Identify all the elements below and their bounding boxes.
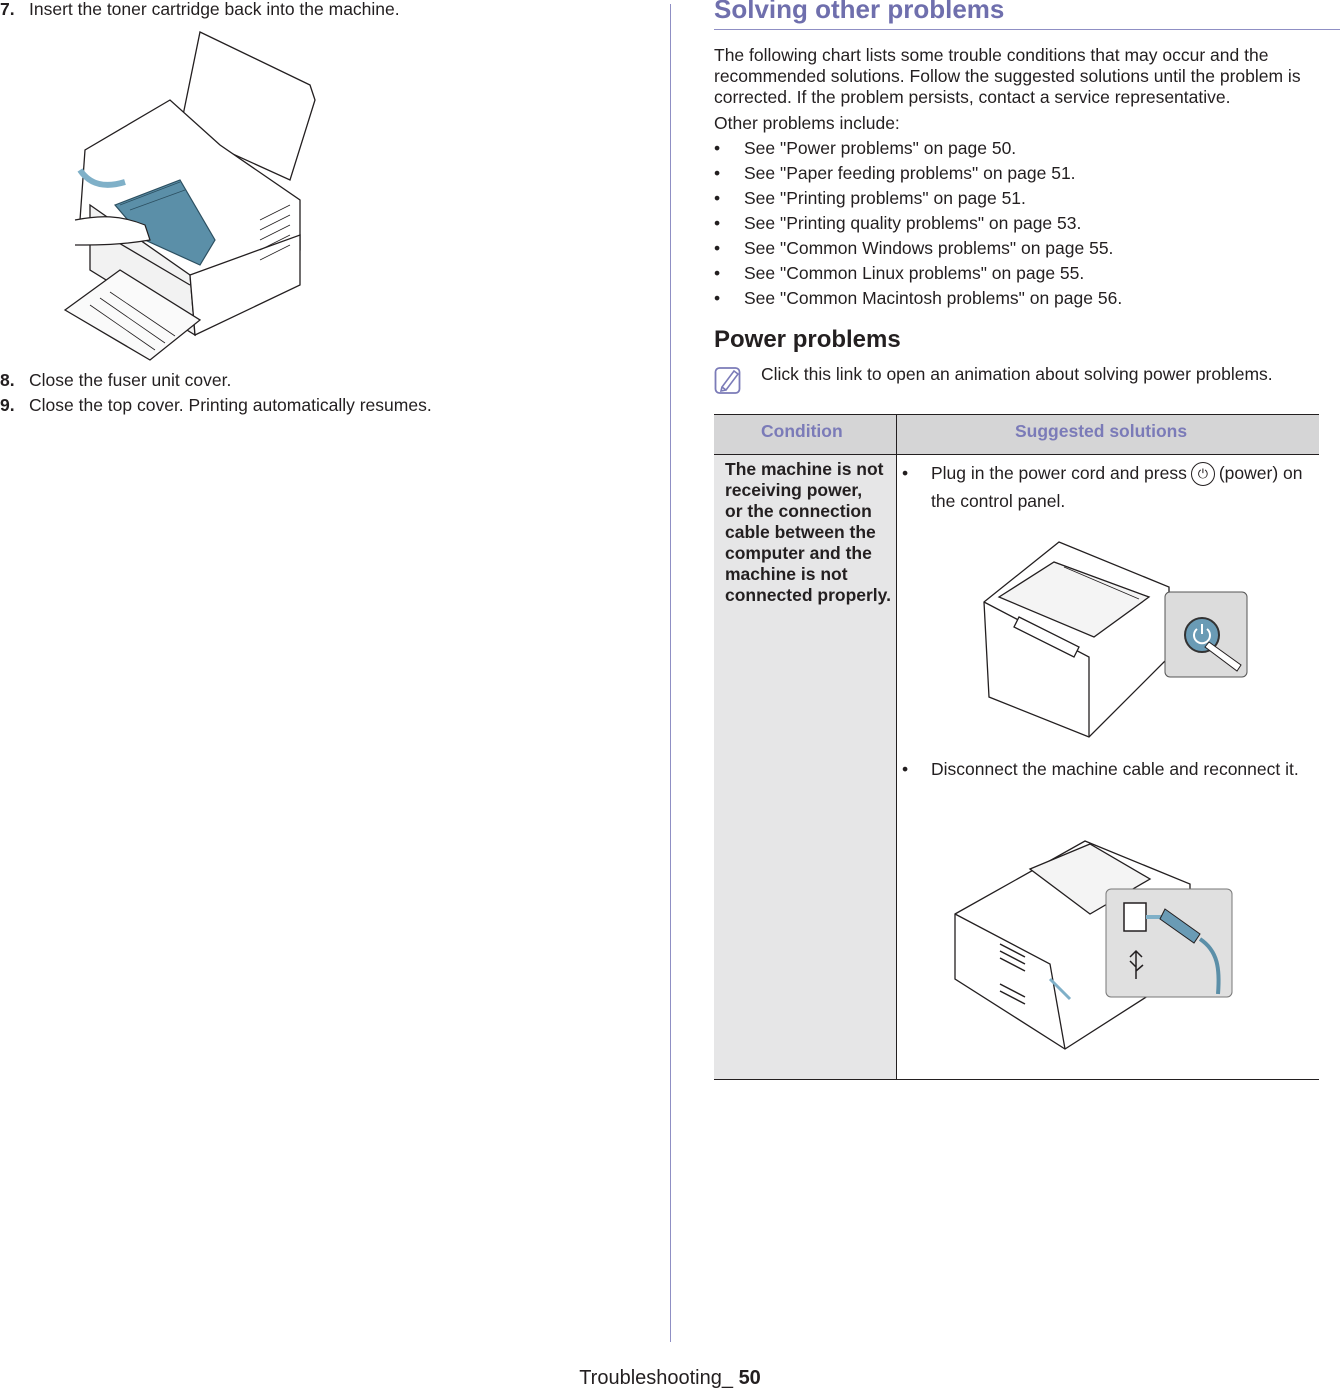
column-separator (896, 415, 897, 1079)
step-number: 9. (0, 395, 15, 415)
power-button-illustration (979, 537, 1251, 739)
step-8 (0, 370, 231, 391)
other-problems-list (714, 138, 1122, 313)
condition-text: The machine is not receiving power, or the connection cable between the computer and the machine is not connected properly. (725, 459, 891, 605)
header-solutions: Suggested solutions (1015, 421, 1188, 441)
list-item-link[interactable]: • See "Printing problems" on page 51. (714, 188, 1122, 213)
other-problems-label: Other problems include: (714, 113, 900, 133)
list-item-link[interactable]: • See "Common Macintosh problems" on page 56. (714, 288, 1122, 313)
list-item-link[interactable]: • See "Paper feeding problems" on page 51. (714, 163, 1122, 188)
solution-text: (power) on the control panel. (931, 463, 1303, 511)
page-footer (0, 1367, 1340, 1390)
step-text: Close the top cover. Printing automatically resumes. (29, 395, 432, 415)
solution-text: Disconnect the machine cable and reconnect it. (931, 759, 1299, 779)
list-item-link[interactable]: • See "Common Windows problems" on page 55. (714, 238, 1122, 263)
step-number: 7. (0, 0, 15, 19)
list-item-link[interactable]: • See "Printing quality problems" on page 53. (714, 213, 1122, 238)
step-number: 8. (0, 370, 15, 390)
step-9 (0, 395, 432, 416)
note-icon (714, 365, 742, 395)
page-title: Solving other problems (714, 0, 1005, 24)
usb-cable-illustration (950, 839, 1234, 1051)
intro-paragraph: The following chart lists some trouble conditions that may occur and the recommended solutions. Follow the suggested solutions until the problem is corrected. If the problem persists, contact a service representative. (714, 45, 1301, 107)
list-item-link[interactable]: • See "Power problems" on page 50. (714, 138, 1122, 163)
footer-section: Troubleshooting_ (579, 1367, 733, 1389)
section-title: Power problems (714, 326, 901, 353)
insert-toner-illustration (60, 30, 320, 362)
solution-text: Plug in the power cord and press (931, 463, 1187, 483)
power-problems-table (714, 414, 1319, 1080)
solution-power (902, 459, 1322, 519)
page-number: 50 (738, 1367, 761, 1389)
list-item-link[interactable]: • See "Common Linux problems" on page 55. (714, 263, 1122, 288)
title-rule (714, 29, 1340, 30)
bullet: • (902, 463, 909, 483)
step-7 (0, 0, 400, 20)
bullet: • (902, 759, 909, 779)
table-header (714, 415, 1319, 455)
solution-cable (902, 759, 1322, 803)
animation-link[interactable]: Click this link to open an animation about solving power problems. (761, 364, 1273, 384)
header-condition: Condition (761, 421, 843, 441)
power-icon: ⏻ (1191, 462, 1215, 486)
column-divider (670, 4, 671, 1342)
step-text: Insert the toner cartridge back into the machine. (29, 0, 400, 19)
step-text: Close the fuser unit cover. (29, 370, 232, 390)
